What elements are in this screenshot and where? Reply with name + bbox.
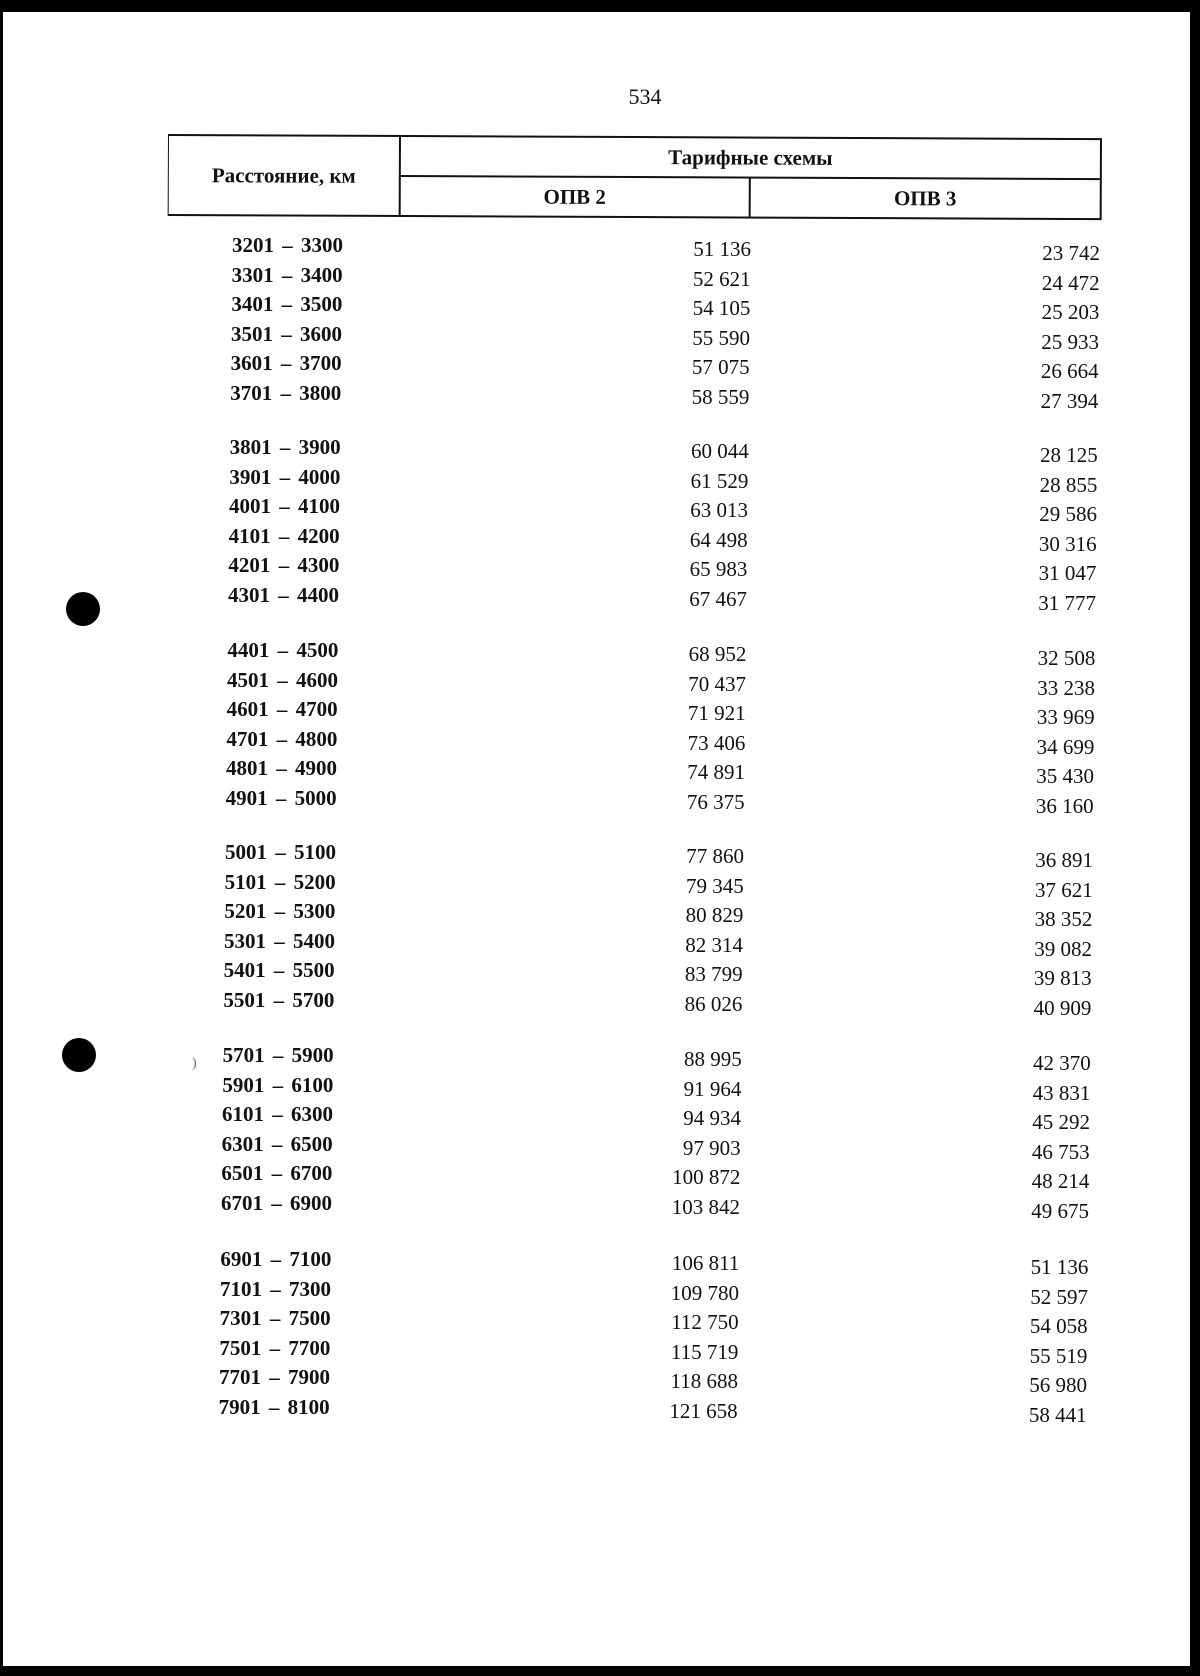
opv3-value-cell: 55 519 (1029, 1343, 1088, 1368)
table-row (0, 435, 1200, 467)
opv3-value-cell: 28 855 (1039, 472, 1098, 497)
table-row (0, 494, 1200, 527)
opv3-value-cell: 33 969 (1036, 705, 1095, 730)
opv2-value-cell: 70 437 (688, 671, 747, 696)
distance-range-cell: 4601 – 4700 (226, 697, 338, 722)
distance-range-cell: 3401 – 3500 (231, 292, 343, 317)
distance-range-cell: 5401 – 5500 (223, 958, 335, 983)
table-row (0, 638, 1200, 670)
opv2-value-cell: 77 860 (686, 844, 745, 868)
distance-range-cell: 7501 – 7700 (219, 1335, 331, 1360)
opv2-value-cell: 79 345 (685, 873, 744, 898)
opv3-value-cell: 25 933 (1041, 329, 1099, 354)
header-tariff-schemes: Тарифные схемы (401, 137, 1100, 180)
distance-range-cell: 7101 – 7300 (219, 1276, 331, 1301)
distance-range-cell: 7701 – 7900 (218, 1365, 330, 1390)
opv3-value-cell: 37 621 (1034, 877, 1093, 902)
table-row (0, 1191, 1200, 1223)
table-row (0, 1161, 1200, 1194)
distance-range-cell: 4001 – 4100 (228, 494, 340, 519)
table-row (0, 1102, 1200, 1135)
table-row (0, 292, 1200, 325)
opv3-value-cell: 58 441 (1028, 1403, 1087, 1427)
distance-range-cell: 5501 – 5700 (223, 988, 335, 1012)
opv2-value-cell: 52 621 (692, 266, 751, 291)
table-row (0, 1131, 1200, 1164)
table-row (0, 553, 1200, 586)
opv3-value-cell: 46 753 (1031, 1139, 1090, 1164)
distance-range-cell: 4101 – 4200 (228, 523, 340, 548)
distance-range-cell: 6501 – 6700 (221, 1161, 333, 1186)
opv3-value-cell: 49 675 (1031, 1199, 1089, 1223)
opv3-value-cell: 27 394 (1040, 389, 1099, 413)
opv2-value-cell: 74 891 (687, 760, 745, 785)
opv2-value-cell: 106 811 (671, 1251, 740, 1275)
scan-speck: ) (192, 1056, 197, 1071)
opv2-value-cell: 76 375 (686, 790, 745, 814)
opv2-value-cell: 73 406 (687, 730, 746, 755)
opv2-value-cell: 88 995 (683, 1047, 742, 1071)
table-row (0, 840, 1200, 872)
page-number: 534 (628, 84, 662, 109)
distance-range-cell: 7901 – 8100 (218, 1395, 330, 1419)
opv3-value-cell: 35 430 (1036, 764, 1094, 789)
distance-range-cell: 3701 – 3800 (230, 381, 342, 405)
opv3-value-cell: 28 125 (1039, 443, 1098, 467)
opv3-value-cell: 32 508 (1037, 646, 1096, 670)
distance-range-cell: 6901 – 7100 (220, 1247, 332, 1271)
opv2-value-cell: 65 983 (689, 557, 748, 582)
table-row (0, 1276, 1200, 1309)
opv3-value-cell: 30 316 (1038, 531, 1097, 556)
distance-range-cell: 3901 – 4000 (229, 464, 341, 489)
table-row (0, 786, 1200, 818)
opv3-value-cell: 43 831 (1032, 1080, 1091, 1105)
opv2-value-cell: 94 934 (683, 1106, 742, 1131)
table-row (0, 523, 1200, 556)
table-row (0, 1247, 1200, 1279)
distance-range-cell: 7301 – 7500 (219, 1306, 331, 1331)
opv2-value-cell: 68 952 (688, 642, 747, 666)
opv3-value-cell: 33 238 (1037, 675, 1096, 700)
table-row (0, 262, 1200, 295)
distance-range-cell: 3501 – 3600 (230, 321, 342, 346)
opv3-value-cell: 42 370 (1032, 1051, 1091, 1075)
table-row (0, 321, 1200, 354)
table-row (0, 756, 1200, 789)
opv2-value-cell: 121 658 (669, 1399, 738, 1423)
table-row (0, 899, 1200, 932)
opv2-value-cell: 109 780 (670, 1280, 739, 1305)
opv2-value-cell: 80 829 (685, 903, 744, 928)
opv3-value-cell: 48 214 (1031, 1169, 1090, 1194)
table-row (0, 988, 1200, 1020)
opv2-value-cell: 54 105 (692, 296, 751, 321)
table-row (0, 667, 1200, 700)
table-row (0, 1365, 1200, 1398)
distance-range-cell: 4901 – 5000 (225, 786, 337, 810)
distance-range-cell: 5001 – 5100 (225, 840, 337, 864)
opv3-value-cell: 29 586 (1039, 502, 1097, 527)
table-row (0, 1043, 1200, 1075)
distance-range-cell: 5901 – 6100 (222, 1072, 334, 1097)
opv2-value-cell: 118 688 (670, 1369, 738, 1394)
table-row (0, 1306, 1200, 1339)
distance-range-cell: 6101 – 6300 (222, 1102, 333, 1127)
distance-range-cell: 3601 – 3700 (230, 351, 342, 376)
distance-range-cell: 5101 – 5200 (224, 869, 336, 894)
opv3-value-cell: 36 160 (1035, 794, 1094, 818)
opv3-value-cell: 23 742 (1042, 241, 1100, 265)
opv2-value-cell: 100 872 (672, 1165, 741, 1190)
opv2-value-cell: 115 719 (670, 1339, 739, 1364)
distance-range-cell: 3801 – 3900 (229, 435, 341, 459)
opv2-value-cell: 71 921 (687, 701, 746, 726)
table-row (0, 1335, 1200, 1368)
opv3-value-cell: 39 082 (1034, 936, 1092, 961)
header-opv3: ОПВ 3 (893, 185, 957, 210)
distance-range-cell: 4401 – 4500 (227, 638, 339, 662)
opv2-value-cell: 82 314 (685, 932, 743, 957)
opv2-value-cell: 58 559 (691, 385, 750, 409)
table-row (0, 697, 1200, 730)
opv2-value-cell: 97 903 (682, 1135, 741, 1160)
opv3-value-cell: 31 047 (1038, 561, 1097, 586)
opv3-value-cell: 54 058 (1029, 1314, 1088, 1339)
opv2-value-cell: 60 044 (690, 439, 749, 463)
opv3-value-cell: 45 292 (1032, 1110, 1091, 1135)
opv3-value-cell: 40 909 (1033, 996, 1092, 1020)
opv3-value-cell: 24 472 (1041, 270, 1100, 295)
opv2-value-cell: 103 842 (671, 1195, 740, 1219)
distance-range-cell: 3301 – 3400 (231, 262, 343, 287)
distance-range-cell: 5701 – 5900 (222, 1043, 334, 1067)
distance-range-cell: 4501 – 4600 (227, 667, 338, 692)
opv2-value-cell: 64 498 (689, 527, 748, 552)
opv3-value-cell: 51 136 (1030, 1255, 1089, 1279)
table-row (0, 351, 1200, 384)
opv2-value-cell: 83 799 (684, 962, 743, 987)
table-row (0, 464, 1200, 497)
distance-range-cell: 4301 – 4400 (227, 583, 339, 607)
opv3-value-cell: 26 664 (1040, 359, 1099, 384)
distance-range-cell: 6301 – 6500 (221, 1131, 333, 1156)
opv2-value-cell: 51 136 (693, 237, 751, 261)
opv3-value-cell: 36 891 (1035, 848, 1094, 872)
distance-range-cell: 4201 – 4300 (228, 553, 340, 578)
opv3-value-cell: 38 352 (1034, 907, 1093, 932)
opv2-value-cell: 63 013 (690, 498, 748, 523)
table-row (0, 1072, 1200, 1105)
table-row (0, 928, 1200, 961)
distance-range-cell: 6701 – 6900 (220, 1191, 332, 1215)
distance-range-cell: 4701 – 4800 (226, 726, 338, 751)
opv2-value-cell: 55 590 (692, 325, 750, 350)
header-distance: Расстояние, км (169, 136, 401, 215)
opv3-value-cell: 52 597 (1030, 1284, 1088, 1309)
table-row (0, 1395, 1200, 1427)
opv3-value-cell: 39 813 (1033, 966, 1092, 991)
opv2-value-cell: 112 750 (671, 1310, 739, 1335)
opv3-value-cell: 25 203 (1041, 300, 1100, 325)
table-row (0, 381, 1200, 413)
header-opv2: ОПВ 2 (401, 177, 751, 217)
opv3-value-cell: 56 980 (1029, 1373, 1087, 1398)
table-row (0, 726, 1200, 759)
opv2-value-cell: 86 026 (684, 992, 743, 1016)
opv2-value-cell: 57 075 (691, 355, 750, 380)
opv2-value-cell: 67 467 (689, 587, 747, 611)
table-row (0, 233, 1200, 265)
table-row (0, 958, 1200, 991)
opv2-value-cell: 91 964 (683, 1076, 742, 1101)
distance-range-cell: 4801 – 4900 (225, 756, 337, 781)
distance-range-cell: 5301 – 5400 (223, 928, 335, 953)
table-row (0, 869, 1200, 902)
opv3-value-cell: 31 777 (1038, 591, 1096, 615)
opv3-value-cell: 34 699 (1036, 734, 1095, 759)
distance-range-cell: 3201 – 3300 (232, 233, 343, 257)
opv2-value-cell: 61 529 (690, 468, 749, 493)
distance-range-cell: 5201 – 5300 (224, 899, 336, 924)
table-row (0, 583, 1200, 615)
